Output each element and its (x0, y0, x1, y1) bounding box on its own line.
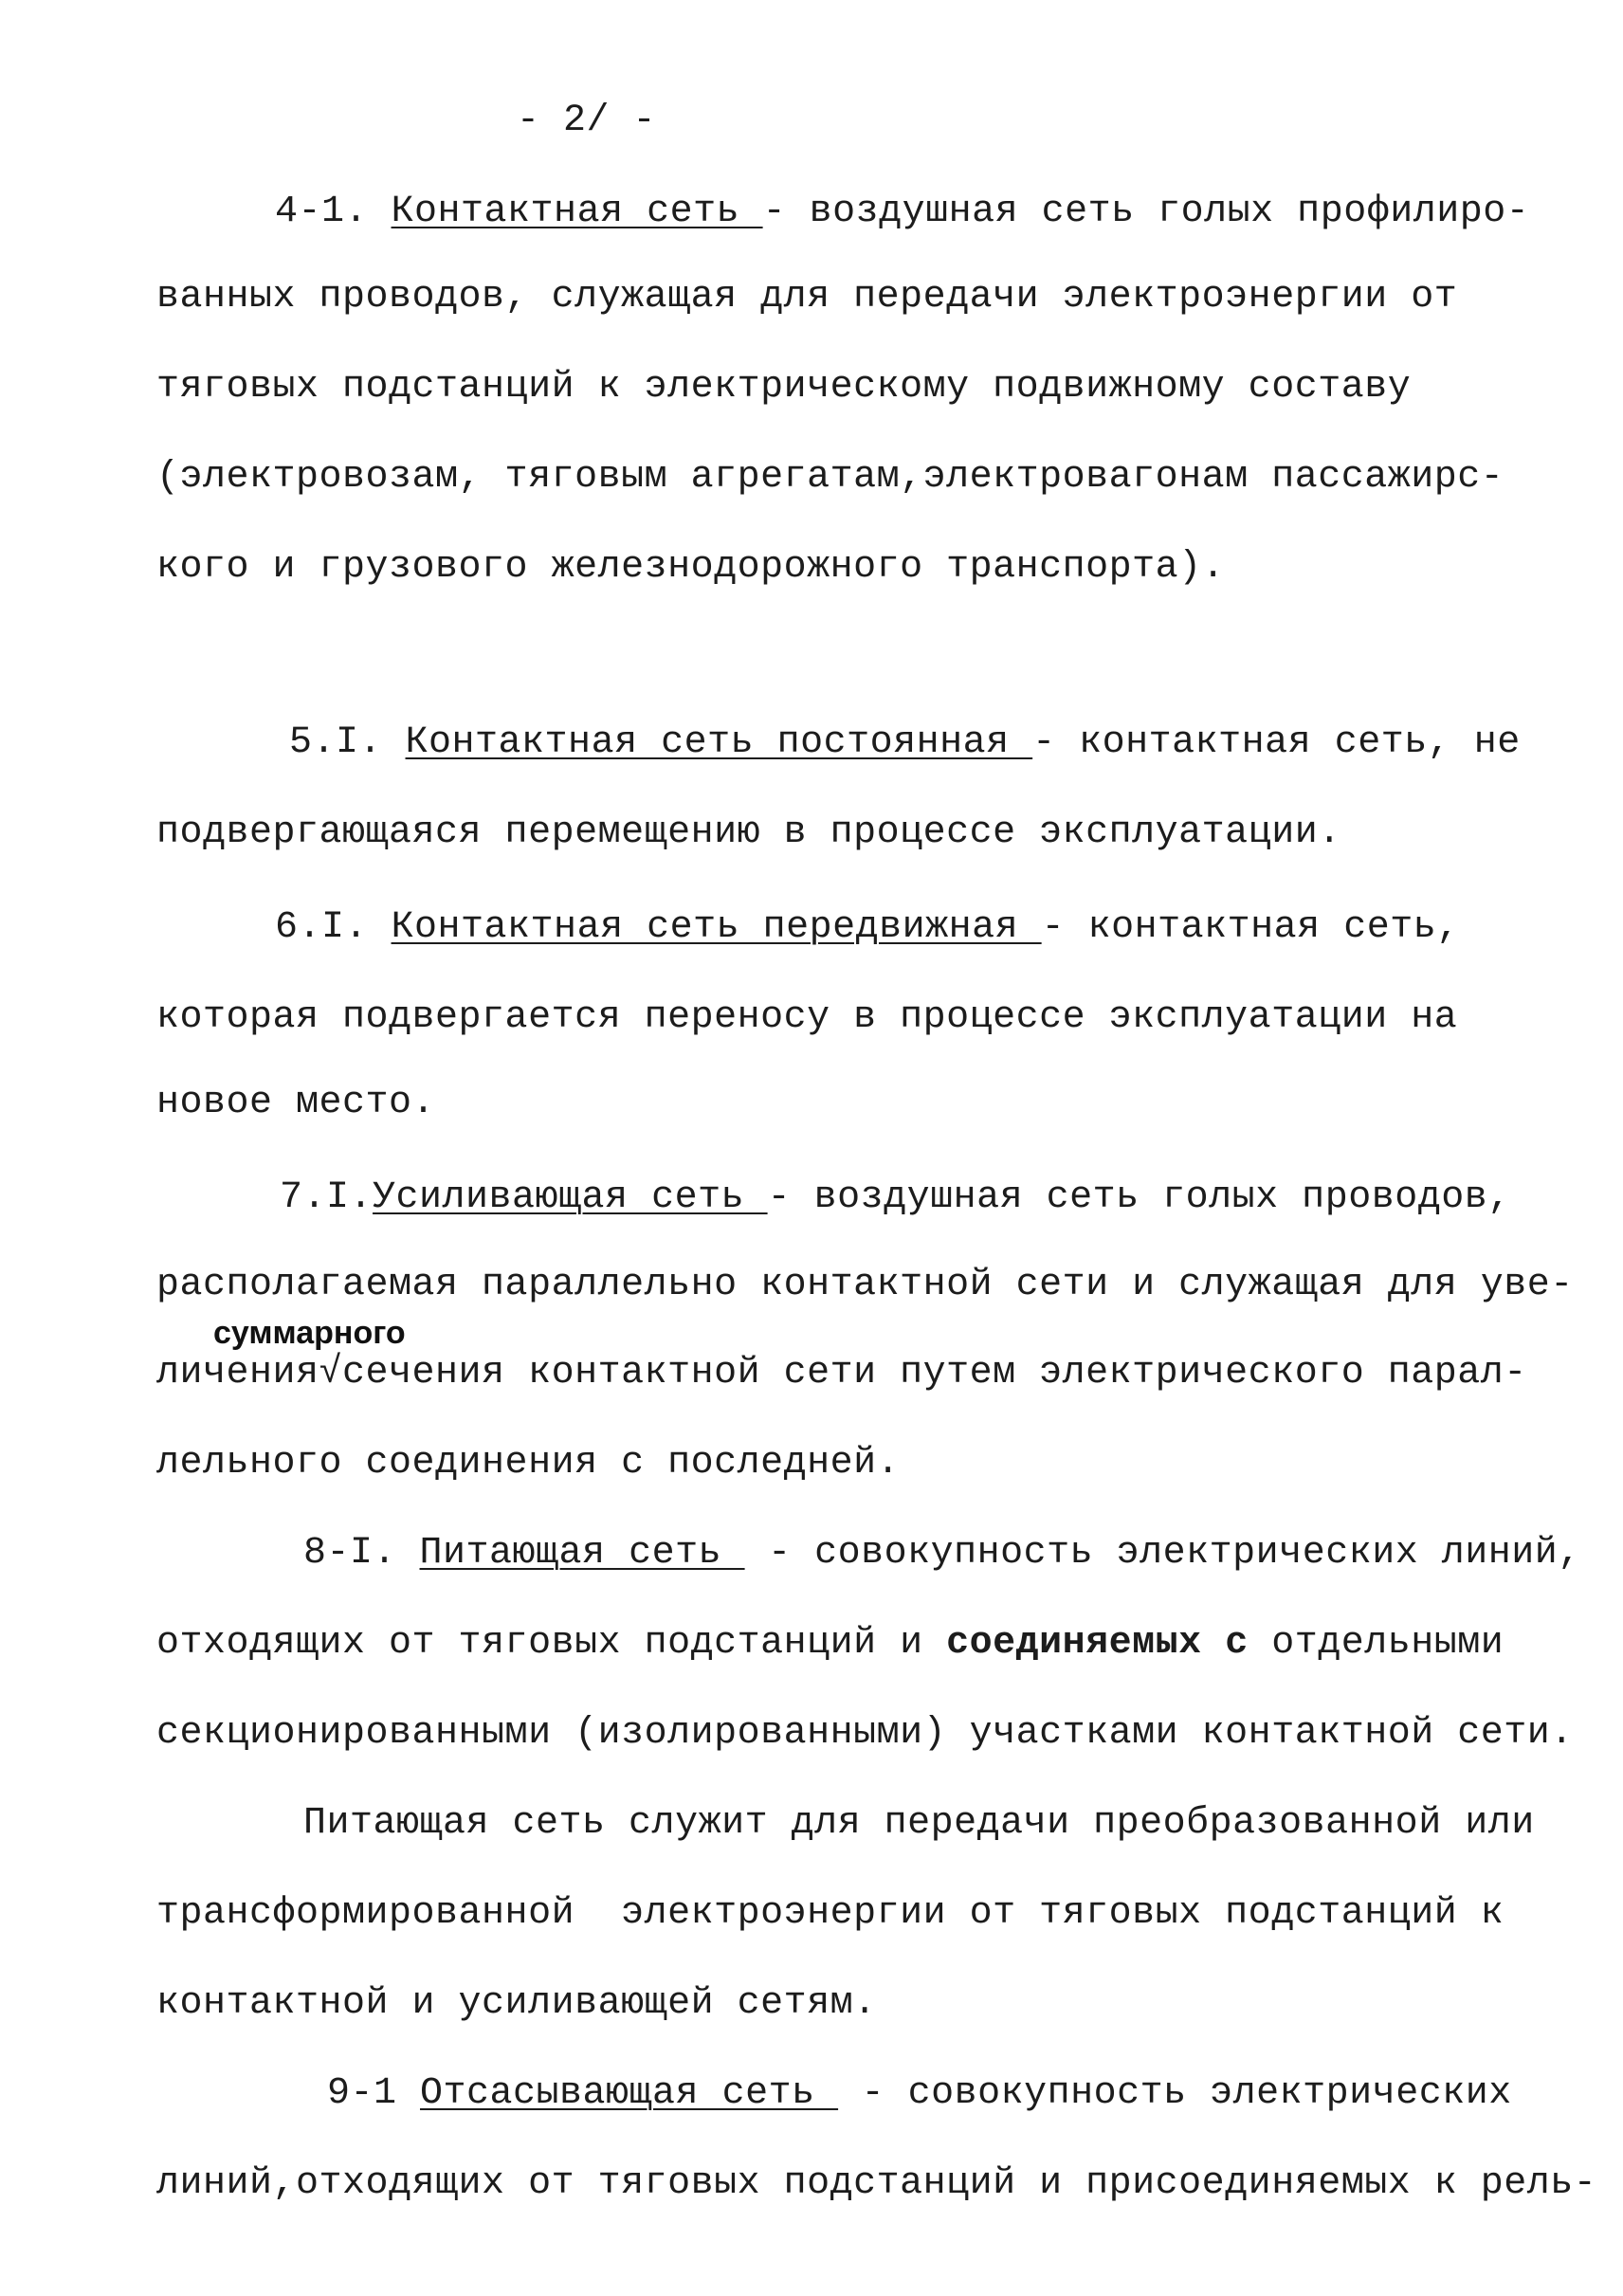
bold-correction: соединяемых с (946, 1622, 1249, 1665)
term-definition: - контактная сеть, (1041, 906, 1460, 949)
paragraph-9-line-2: линий,отходящих от тяговых подстанций и присоединяемых к рель- (156, 2162, 1597, 2205)
paragraph-7-line-1 (280, 1175, 1623, 1221)
term-number: 8-I. (303, 1532, 420, 1575)
term-definition: - контактная сеть, не (1032, 721, 1521, 764)
text-segment: отдельными (1248, 1622, 1504, 1665)
paragraph-8b-line-2: трансформированной электроэнергии от тяговых подстанций к (156, 1892, 1504, 1935)
term-number: 6.I. (275, 906, 392, 949)
paragraph-9-line-1 (327, 2071, 1623, 2117)
paragraph-4-line-2: ванных проводов, служащая для передачи электроэнергии от (156, 276, 1458, 319)
term-number: 7.I. (280, 1176, 374, 1219)
term-title: Контактная сеть (391, 191, 763, 233)
term-title: Питающая сеть (419, 1532, 745, 1575)
term-title: Отсасывающая сеть (420, 2072, 839, 2115)
term-title: Усиливающая сеть (373, 1176, 768, 1219)
text-segment: отходящих от тяговых подстанций и (156, 1622, 947, 1665)
paragraph-8-line-2 (156, 1621, 1623, 1667)
paragraph-7-line-2: располагаемая параллельно контактной сети и служащая для уве- (156, 1264, 1574, 1306)
paragraph-5-line-1 (289, 720, 1623, 766)
term-number: 5.I. (289, 721, 406, 764)
paragraph-8b-line-3: контактной и усиливающей сетям. (156, 1982, 877, 2025)
paragraph-6-line-3: новое место. (156, 1082, 436, 1124)
term-title: Контактная сеть постоянная (405, 721, 1033, 764)
paragraph-4-line-3: тяговых подстанций к электрическому подвижному составу (156, 366, 1412, 409)
term-definition: - совокупность электрических линий, (744, 1532, 1581, 1575)
paragraph-8-line-3: секционированными (изолированными) участками контактной сети. (156, 1712, 1574, 1755)
term-number: 9-1 (327, 2072, 421, 2115)
paragraph-6-line-2: которая подвергается переносу в процессе эксплуатации на (156, 996, 1458, 1039)
paragraph-5-line-2: подвергающаяся перемещению в процессе эксплуатации. (156, 811, 1341, 854)
handwritten-insertion: суммарного (213, 1315, 406, 1351)
paragraph-7-line-4: лельного соединения с последней. (156, 1442, 901, 1485)
term-definition: - воздушная сеть голых проводов, (767, 1176, 1511, 1219)
paragraph-4-line-5: кого и грузового железнодорожного транспорта). (156, 546, 1226, 589)
paragraph-8b-line-1: Питающая сеть служит для передачи преобразованной или (303, 1802, 1535, 1845)
paragraph-4-line-1 (275, 190, 1623, 235)
term-number: 4-1. (275, 191, 392, 233)
paragraph-8-line-1 (303, 1531, 1623, 1576)
paragraph-6-line-1 (275, 905, 1623, 951)
term-definition: - совокупность электрических (838, 2072, 1512, 2115)
term-title: Контактная сеть передвижная (391, 906, 1042, 949)
paragraph-7-line-3: личения√сечения контактной сети путем электрического парал- (156, 1352, 1527, 1394)
term-definition: - воздушная сеть голых профилиро- (762, 191, 1530, 233)
paragraph-4-line-4: (электровозам, тяговым агрегатам,электровагонам пассажирс- (156, 456, 1504, 499)
page-number: - 2/ - (517, 100, 657, 142)
